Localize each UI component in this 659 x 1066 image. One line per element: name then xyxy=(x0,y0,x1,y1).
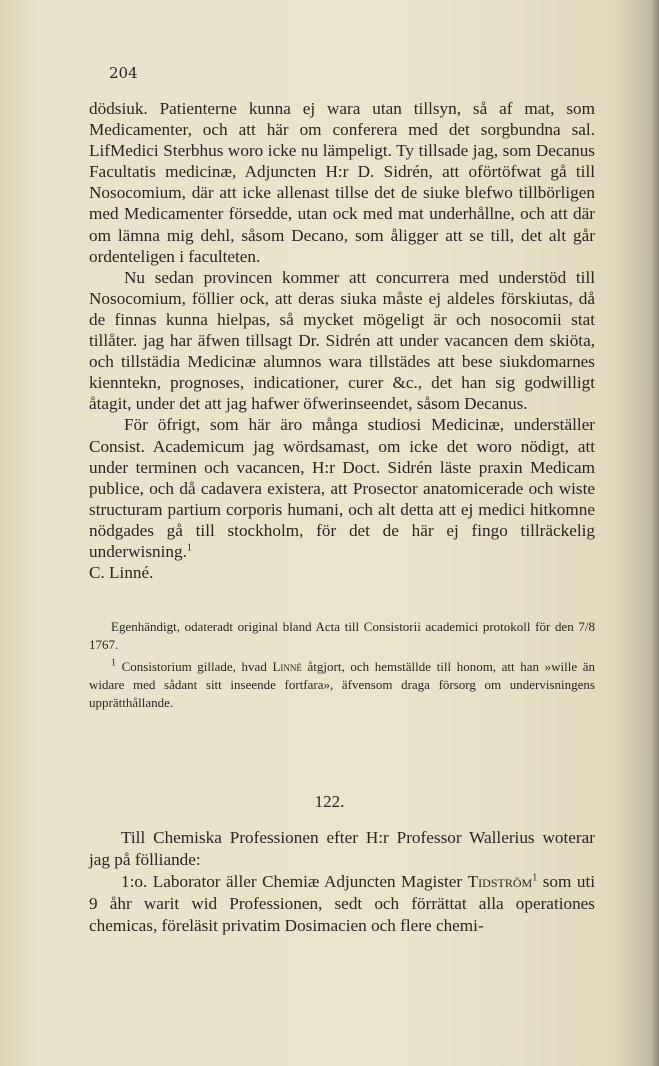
paragraph-1: dödsiuk. Patienterne kunna ej wara utan tillsyn, så af mat, som Medicamenter, och att här om conferera med det sorgbundna sal. LifMedici Sterbhus woro icke nu lämpeligt. Ty tillsade jag, som Decanus Facultatis medicinæ, Adjuncten H:r D. Sidrén, att oförtöfwat gå till Nosocomium, där att icke allenast tillse det de siuke blefwo tillbörligen med Medicamenter försedde, utan ock med mat underhållne, och att där om lämna mig dehl, såsom Decano, som åligger att se till, det alt går ordenteligen i faculteten. xyxy=(89,99,595,266)
section-number: 122. xyxy=(314,792,345,811)
source-note: Egenhändigt, odateradt original bland Acta till Consistorii academici protokoll för den 7/8 1767. xyxy=(89,619,595,652)
letter-body xyxy=(89,98,595,583)
section-item-1 xyxy=(89,871,595,937)
section-intro: Till Chemiska Professionen efter H:r Professor Wallerius woterar jag på fölliande: xyxy=(89,828,595,869)
page-edge xyxy=(650,0,659,1066)
footnote-mark: 1 xyxy=(111,657,116,669)
footnote-name: Linné xyxy=(272,659,302,674)
footnote-after: åtgjort, och hemställde till honom, att han »wille än widare med sådant sitt inseende fortfara», äfvensom draga försorg om undervisningens upprätthållande. xyxy=(89,659,596,710)
item-mark: 1 xyxy=(532,872,538,884)
item-rest: som uti 9 åhr warit wid Professionen, sedt och förrättat alla operationes chemicas, föreläsit privatim Dosimacien och flere chemi- xyxy=(89,872,596,935)
paragraph-3-text: För öfrigt, som här äro många studiosi Medicinæ, underställer Consist. Academicum jag wördsamast, om icke det woro nödigt, att under terminen och vacancen, H:r Doct. Sidrén läste praxin Medicam publice, och då cadavera existera, att Prosector anatomicerade och wiste structuram partium corporis humani, och alt detta att ej medici hitkomne nödgades gå till stockholm, för det de här ej fingo tillräckelig underwisning. xyxy=(89,415,595,561)
footnote-ref: 1 xyxy=(186,542,192,554)
page-number: 204 xyxy=(109,64,138,82)
footnote-before: Consistorium gillade, hvad xyxy=(121,659,267,674)
item-label: 1:o. Laborator äller Chemiæ Adjuncten Magister xyxy=(121,872,463,891)
signature: C. Linné. xyxy=(89,563,154,583)
paragraph-3 xyxy=(89,414,595,562)
footnote xyxy=(89,658,595,712)
item-name: Tidström xyxy=(467,872,533,891)
section-body xyxy=(89,827,595,937)
paragraph-2: Nu sedan provincen kommer att concurrera med understöd till Nosocomium, föllier ock, att deras siuka måste ej aldeles förskiutas, då de finnas kunna hielpas, så mycket mögeligt är och nosocomii stat tillåter. jag har äfwen tillsagt Dr. Sidrén att under vacancen dem skiöta, och tillstädia Medicinæ alumnos wara tillstädes att bese siukdomarnes kienntekn, prognoses, indicationer, curer &c., det han sig godwilligt åtagit, under det att jag hafwer öfwerinseendet, såsom Decanus. xyxy=(89,267,595,414)
notes xyxy=(89,618,595,716)
